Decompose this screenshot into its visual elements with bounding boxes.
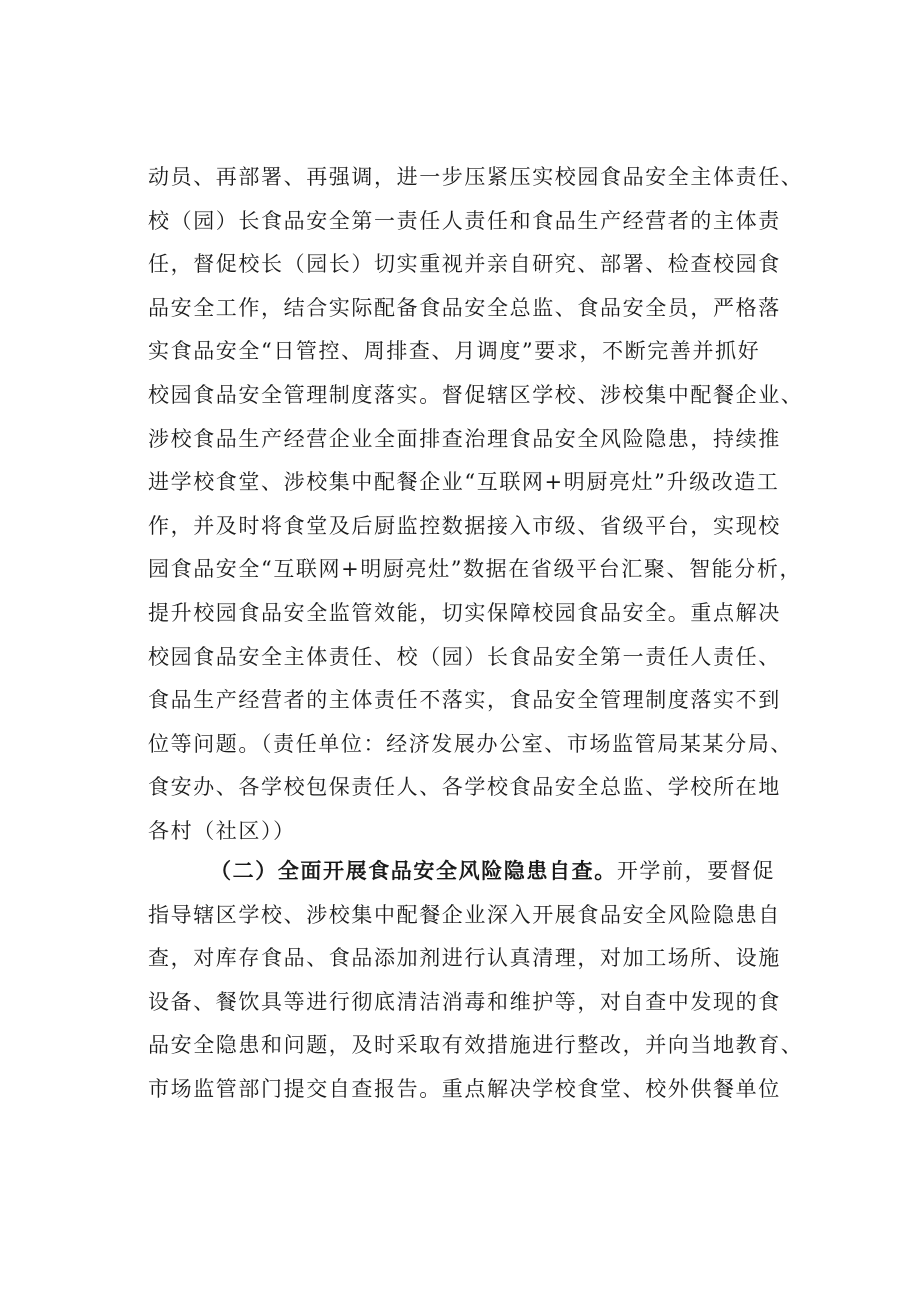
- paragraph-line: 品安全隐患和问题，及时采取有效措施进行整改，并向当地教育、: [148, 1033, 804, 1058]
- paragraph-line: 动员、再部署、再强调，进一步压紧压实校园食品安全主体责任、: [148, 165, 804, 189]
- paragraph-line: 实食品安全“日管控、周排查、月调度”要求，不断完善并抓好: [148, 339, 761, 364]
- paragraph-line: 进学校食堂、涉校集中配餐企业“互联网+明厨亮灶”升级改造工: [148, 470, 780, 495]
- paragraph-line: 设备、餐饮具等进行彻底清洁消毒和维护等，对自查中发现的食: [148, 989, 781, 1014]
- paragraph-line: 园食品安全“互联网+明厨亮灶”数据在省级平台汇聚、智能分析，: [148, 557, 803, 582]
- paragraph-line: 市场监管部门提交自查报告。重点解决学校食堂、校外供餐单位: [148, 1076, 781, 1101]
- paragraph-line: 校园食品安全主体责任、校（园）长食品安全第一责任人责任、: [148, 644, 781, 669]
- section-heading: （二）全面开展食品安全风险隐患自查。: [210, 859, 617, 883]
- paragraph-line: 校（园）长食品安全第一责任人责任和食品生产经营者的主体责: [148, 208, 781, 233]
- paragraph-line: 各村（社区））: [148, 818, 296, 843]
- paragraph-first-line: [148, 850, 828, 894]
- paragraph-line: 涉校食品生产经营企业全面排查治理食品安全风险隐患，持续推: [148, 426, 781, 451]
- paragraph-line: 提升校园食品安全监管效能，切实保障校园食品安全。重点解决: [148, 600, 781, 625]
- paragraph-line: 品安全工作，结合实际配备食品安全总监、食品安全员，严格落: [148, 295, 781, 320]
- paragraph-line: 指导辖区学校、涉校集中配餐企业深入开展食品安全风险隐患自: [148, 902, 781, 927]
- paragraph-line: 任，督促校长（园长）切实重视并亲自研究、部署、检查校园食: [148, 252, 781, 277]
- paragraph-responsibility: [148, 156, 828, 854]
- paragraph-line: 查，对库存食品、食品添加剂进行认真清理，对加工场所、设施: [148, 946, 781, 971]
- paragraph-line: 食安办、各学校包保责任人、各学校食品安全总监、学校所在地: [148, 775, 781, 800]
- paragraph-line: 作，并及时将食堂及后厨监控数据接入市级、省级平台，实现校: [148, 513, 781, 538]
- paragraph-line: 校园食品安全管理制度落实。督促辖区学校、涉校集中配餐企业、: [148, 382, 804, 407]
- paragraph-self-inspection: [148, 850, 828, 1112]
- heading-continuation: 开学前，要督促: [616, 859, 776, 883]
- paragraph-line: 食品生产经营者的主体责任不落实，食品安全管理制度落实不到: [148, 688, 781, 713]
- paragraph-line: 位等问题。（责任单位：经济发展办公室、市场监管局某某分局、: [148, 731, 793, 756]
